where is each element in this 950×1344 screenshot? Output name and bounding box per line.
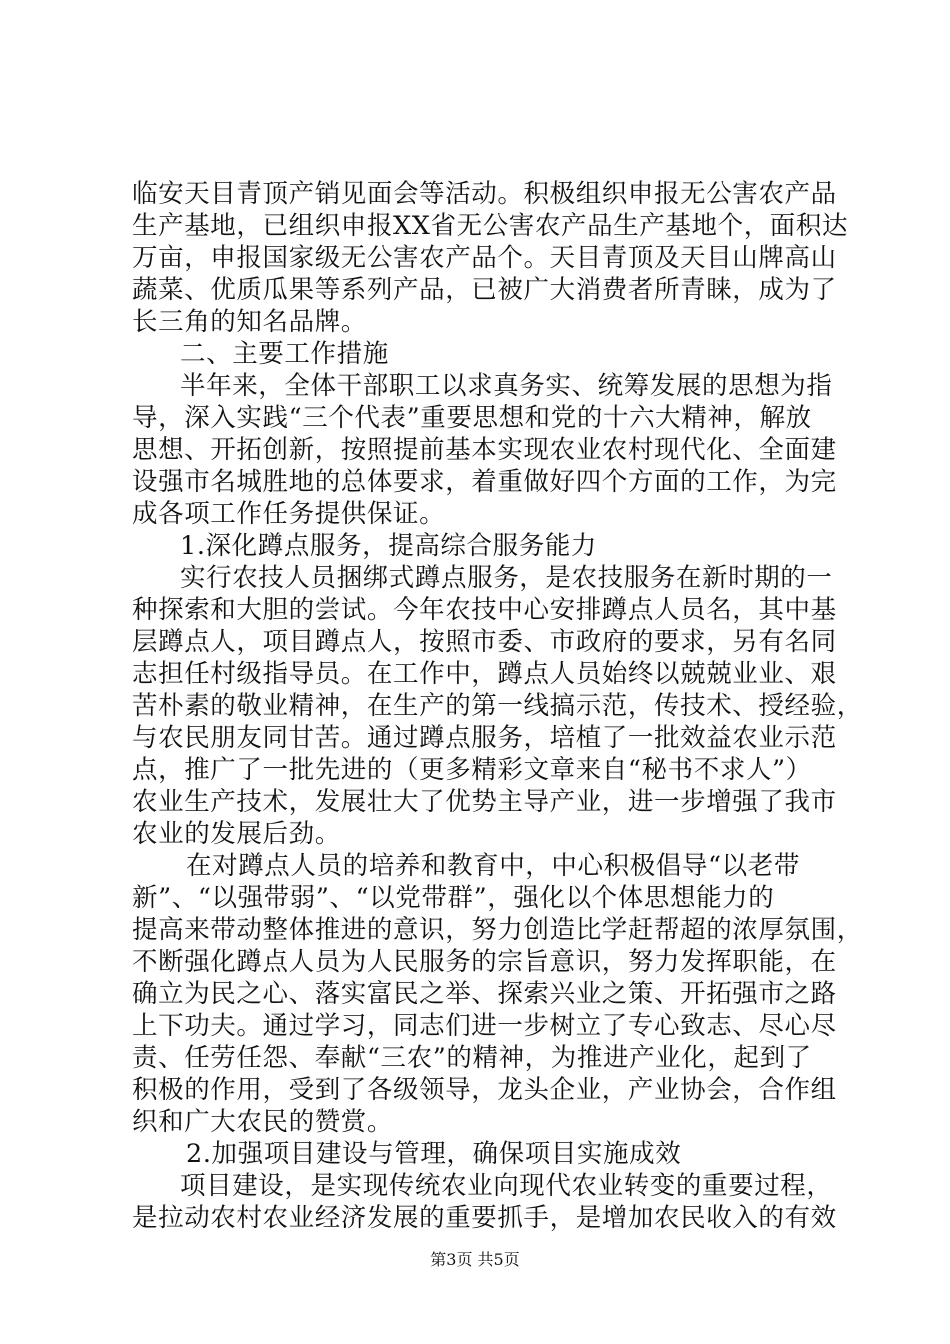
text-line: 提高来带动整体推进的意识，努力创造比学赶帮超的浓厚氛围， [132, 915, 863, 945]
text-line: 织和广大农民的赞赏。 [132, 1107, 394, 1137]
subsection-heading: 2.加强项目建设与管理，确保项目实施成效 [186, 1139, 682, 1169]
text-line: 生产基地，已组织申报XX省无公害农产品生产基地个，面积达 [132, 211, 849, 241]
text-line: 点，推广了一批先进的（更多精彩文章来自“秘书不求人”） [132, 755, 812, 785]
text-line: 责、任劳任怨、奉献“三农”的精神，为推进产业化，起到了 [132, 1043, 812, 1073]
text-line: 种探索和大胆的尝试。今年农技中心安排蹲点人员名，其中基 [132, 595, 837, 625]
text-line: 志担任村级指导员。在工作中，蹲点人员始终以兢兢业业、艰 [132, 659, 837, 689]
text-line: 新”、“以强带弱”、“以党带群”，强化以个体思想能力的 [132, 883, 775, 913]
text-line: 确立为民之心、落实富民之举、探索兴业之策、开拓强市之路 [132, 979, 837, 1009]
text-line: 长三角的知名品牌。 [132, 307, 367, 337]
text-line: 蔬菜、优质瓜果等系列产品，已被广大消费者所青睐，成为了 [132, 275, 837, 305]
text-line: 思想、开拓创新，按照提前基本实现农业农村现代化、全面建 [132, 435, 837, 465]
paragraph-start: 实行农技人员捆绑式蹲点服务，是农技服务在新时期的一 [180, 563, 833, 593]
text-line: 临安天目青顶产销见面会等活动。积极组织申报无公害农产品 [132, 179, 837, 209]
text-line: 农业的发展后劲。 [132, 819, 341, 849]
subsection-heading: 1.深化蹲点服务，提高综合服务能力 [180, 531, 598, 561]
text-line: 与农民朋友同甘苦。通过蹲点服务，培植了一批效益农业示范 [132, 723, 837, 753]
text-line: 不断强化蹲点人员为人民服务的宗旨意识，努力发挥职能，在 [132, 947, 837, 977]
text-line: 上下功夫。通过学习，同志们进一步树立了专心致志、尽心尽 [132, 1011, 837, 1041]
text-line: 层蹲点人，项目蹲点人，按照市委、市政府的要求，另有名同 [132, 627, 837, 657]
text-line: 积极的作用，受到了各级领导，龙头企业，产业协会，合作组 [132, 1075, 837, 1105]
text-line: 成各项工作任务提供保证。 [132, 499, 446, 529]
section-heading: 二、主要工作措施 [180, 339, 389, 369]
text-line: 是拉动农村农业经济发展的重要抓手，是增加农民收入的有效 [132, 1203, 837, 1233]
paragraph-start: 项目建设，是实现传统农业向现代农业转变的重要过程， [180, 1171, 833, 1201]
paragraph-start: 半年来，全体干部职工以求真务实、统筹发展的思想为指 [180, 371, 833, 401]
text-line: 苦朴素的敬业精神，在生产的第一线搞示范，传技术、授经验， [132, 691, 863, 721]
text-line: 导，深入实践“三个代表”重要思想和党的十六大精神，解放 [132, 403, 812, 433]
text-line: 农业生产技术，发展壮大了优势主导产业，进一步增强了我市 [132, 787, 837, 817]
text-line: 设强市名城胜地的总体要求，着重做好四个方面的工作，为完 [132, 467, 837, 497]
page-footer: 第3页 共5页 [430, 1250, 520, 1269]
text-line: 万亩，申报国家级无公害农产品个。天目青顶及天目山牌高山 [132, 243, 837, 273]
paragraph-start: 在对蹲点人员的培养和教育中，中心积极倡导“以老带 [186, 851, 800, 881]
